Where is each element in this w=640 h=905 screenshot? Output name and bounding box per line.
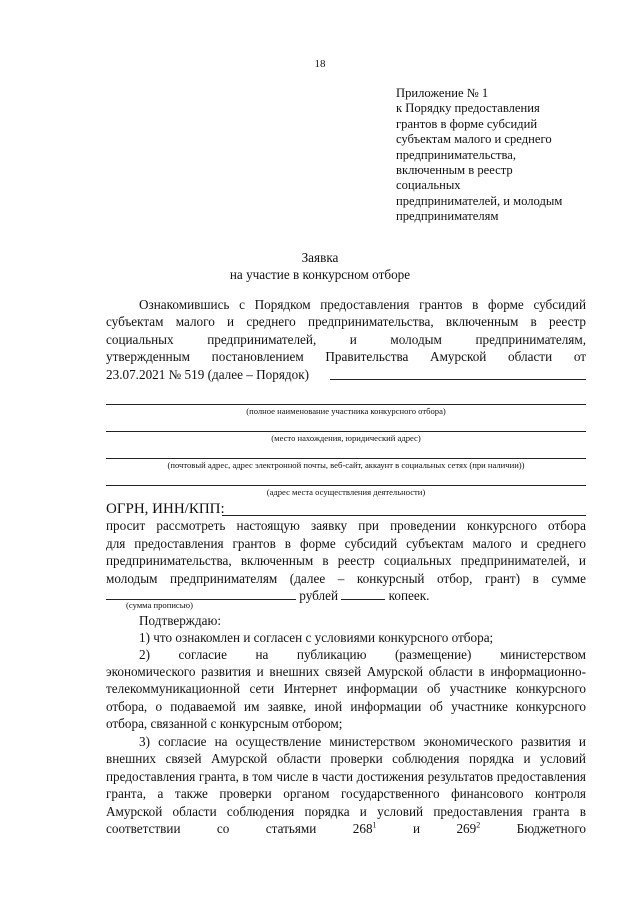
postal-caption: (почтовый адрес, адрес электронной почты, веб-сайт, аккаунт в социальных сетях (при наличии)) <box>167 460 525 470</box>
ogrn-label: ОГРН, ИНН/КПП: <box>106 501 225 517</box>
title-line-1: Заявка <box>301 250 339 265</box>
confirm-item-2-line-1: 2) согласие на публикацию (размещение) министерством <box>139 647 586 662</box>
appendix-line: предпринимательства, <box>396 147 517 162</box>
intro-line-5: 23.07.2021 № 519 (далее – Порядок) <box>106 367 310 382</box>
document-title <box>0 249 640 283</box>
name-fill-line <box>106 404 586 405</box>
confirm-item-2-rest: экономического развития и внешних связей Амурской области в информационно-телекоммуникационной сети Интернет информации об участнике конкурсного отбора, о подаваемой им заявке, иной информации об участнике конкурсного отбора, связанной с конкурсным отбором; <box>106 664 586 732</box>
kopecks-label: копеек. <box>388 588 430 603</box>
confirm-item-3-text: 3) согласие на осуществление министерством экономического развития и внешних связей Амурской области проверки соблюдения порядка и условий предоставления гранта, в том числе в части достижения результатов предоставления гранта, а также проверки органом государственного финансового контроля Амурской области соблюдения порядка и условий предоставления гранта в соответствии со статьями 268 <box>106 734 586 837</box>
location-fill-line <box>106 431 586 432</box>
appendix-line: Приложение № 1 <box>396 86 489 100</box>
appendix-line: включенным в реестр <box>396 163 513 178</box>
sum-fill-line <box>106 587 296 600</box>
location-caption: (место нахождения, юридический адрес) <box>271 433 421 443</box>
appendix-line: к Порядку предоставления <box>396 101 540 116</box>
kopecks-fill-line <box>341 587 385 600</box>
title-line-2: на участие в конкурсном отборе <box>229 267 411 282</box>
intro-fill-line <box>330 379 586 380</box>
request-line-3: предпринимательства, включенным в реестр социальных предпринимателей, и <box>106 553 586 568</box>
appendix-header <box>396 86 596 225</box>
postal-fill-line <box>106 458 586 459</box>
activity-fill-line <box>106 485 586 486</box>
intro-line-4: утвержденным постановлением Правительства Амурской области от <box>106 349 586 364</box>
rubles-label: рублей <box>299 588 339 603</box>
activity-caption: (адрес места осуществления деятельности) <box>266 487 426 497</box>
confirm-item-3-sup-2: 2 <box>476 820 481 830</box>
confirm-item-3-end: Бюджетного <box>480 821 586 837</box>
name-caption: (полное наименование участника конкурсного отбора) <box>246 406 446 416</box>
intro-line-3: социальных предпринимателей, и молодым предпринимателям, <box>106 332 586 347</box>
confirm-heading: Подтверждаю: <box>139 613 221 628</box>
sum-caption: (сумма прописью) <box>126 600 193 610</box>
appendix-line: предпринимателей, и молодым <box>396 193 563 208</box>
confirm-item-1: 1) что ознакомлен и согласен с условиями конкурсного отбора; <box>139 630 494 645</box>
confirm-item-3-and: и 269 <box>376 821 477 837</box>
appendix-line: субъектам малого и среднего <box>396 132 552 147</box>
request-line-2: для предоставления грантов в форме субсидий субъектам малого и среднего <box>106 536 586 551</box>
ogrn-fill-line <box>222 515 586 516</box>
appendix-line: социальных <box>396 178 461 193</box>
confirm-item-3 <box>106 733 586 837</box>
page-number: 18 <box>314 58 326 70</box>
appendix-line: предпринимателям <box>396 209 499 224</box>
request-line-4: молодым предпринимателям (далее – конкурсный отбор, грант) в сумме <box>106 571 586 586</box>
intro-line-1: Ознакомившись с Порядком предоставления грантов в форме субсидий <box>139 297 586 312</box>
appendix-line: грантов в форме субсидий <box>396 116 538 131</box>
intro-line-2: субъектам малого и среднего предпринимательства, включенным в реестр <box>106 314 586 329</box>
request-line-1: просит рассмотреть настоящую заявку при проведении конкурсного отбора <box>106 518 586 533</box>
confirm-item-3-sup-1: 1 <box>372 820 377 830</box>
intro-line-5-row <box>106 366 586 383</box>
